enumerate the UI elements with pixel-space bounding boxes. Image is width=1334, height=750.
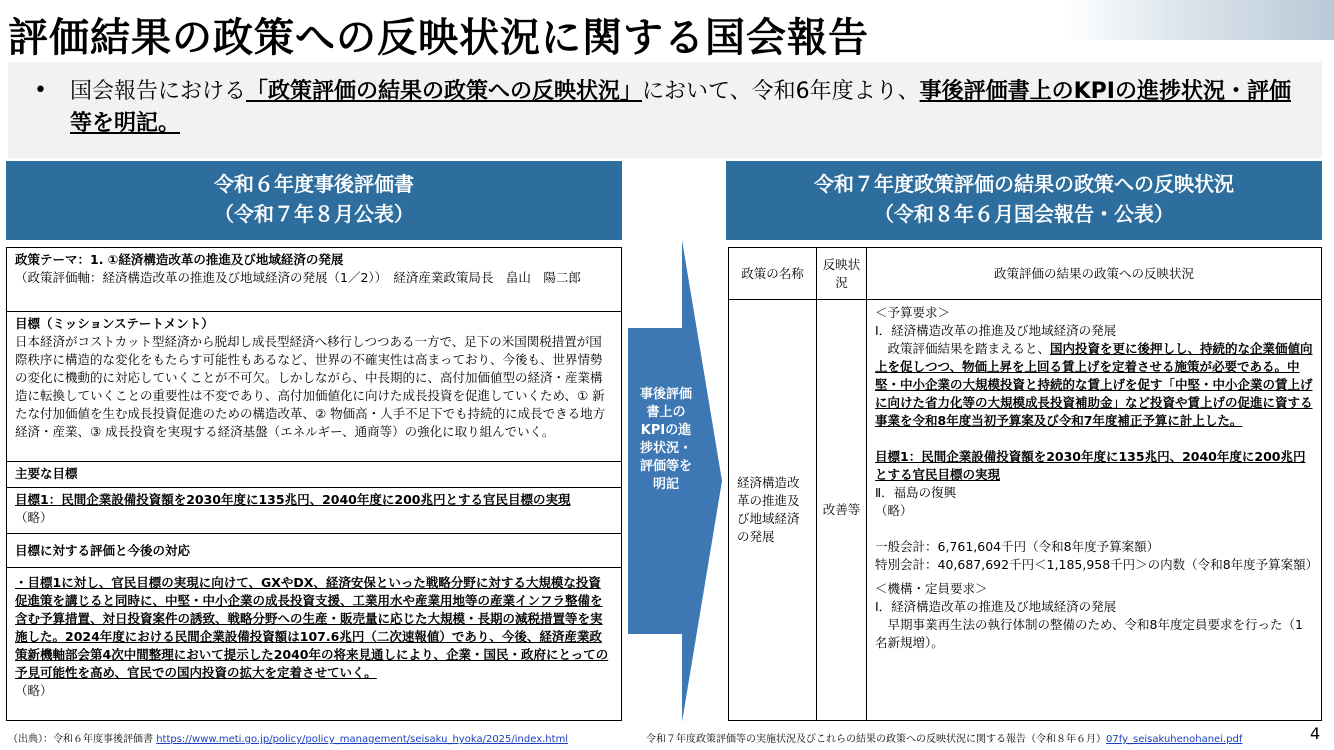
summary-emphasis2: 事後評価書上のKPIの進捗状況・評価等を明記。	[70, 79, 1291, 136]
spacer	[875, 520, 1313, 538]
budget-item2: Ⅱ．福島の復興	[875, 485, 957, 500]
special-account: 特別会計：40,687,692千円＜1,185,958千円＞の内数（令和8年度予算案額）	[875, 557, 1319, 572]
eval-note: （略）	[15, 683, 53, 698]
corner-decoration	[1062, 0, 1334, 40]
left-header-subtitle: （令和７年８月公表）	[214, 202, 414, 226]
source-left	[8, 730, 568, 745]
budget-body-intro: 政策評価結果を踏まえると、	[875, 341, 1051, 356]
left-header	[6, 161, 622, 240]
main-goals-section	[7, 462, 621, 488]
source-right-link[interactable]: 07fy_seisakuhenohanei.pdf	[1106, 734, 1243, 745]
arrow-label: 事後評価書上のKPIの進捗状況・評価等を明記	[639, 387, 692, 492]
goal1-note: （略）	[15, 510, 53, 525]
spacer	[875, 430, 1313, 448]
reflection-cell: 改善等	[817, 300, 867, 721]
summary-text	[70, 76, 1310, 140]
theme-subtitle: （政策評価軸：経済構造改革の推進及び地域経済の発展（1／2）） 経済産業政策局長 畠山 陽二郎	[15, 270, 581, 285]
summary-part1: 国会報告における	[70, 79, 247, 104]
col-reflection-detail: 政策評価の結果の政策への反映状況	[867, 248, 1322, 300]
mission-body: 日本経済がコストカット型経済から脱却し成長型経済へ移行しつつある一方で、足下の米国関税措置が国際秩序に構造的な変化をもたらす可能性もあるなど、世界の不確実性は高まっており、今後も、世界情勢の変化に機動的に対応していくことが不可欠。しかしながら、中長期的に、高付加価値型の経済・産業構造に転換していくことの重要性は不変であり、高付加価値化に向けた成長投資を促進していくため、① 新たな付加価値を生む成長投資促進のための構造改革、② 物価高・人手不足下でも持続的に成長できる地方経済・産業、③ 成長投資を実現する経済基盤（エネルギー、通商等）の強化に取り組んでいく。	[15, 334, 606, 439]
left-header-title: 令和６年度事後評価書	[214, 172, 414, 196]
budget-item2-note: （略）	[875, 503, 913, 518]
summary-bullet: •	[34, 78, 47, 103]
theme-section	[7, 248, 621, 312]
org-body: 早期事業再生法の執行体制の整備のため、令和8年度定員要求を行った（1名新規増）。	[875, 617, 1303, 650]
main-goals-title: 主要な目標	[15, 466, 78, 481]
reflection-detail-cell	[867, 300, 1322, 721]
budget-body	[875, 340, 1313, 430]
right-header-subtitle: （令和８年６月国会報告・公表）	[874, 202, 1174, 226]
reflection-table	[728, 247, 1322, 721]
eval-body: ・目標1に対し、官民目標の実現に向けて、GXやDX、経済安保といった戦略分野に対する大規模な投資促進策を講じると同時に、中堅・中小企業の成長投資支援、工業用水や産業用地等の産業インフラ整備を含む予算措置、対日投資案件の誘致、戦略分野への生産・販売量に応じた大規模・長期の減税措置等を実施した。2024年度における民間企業設備投資額は107.6兆円（二次速報値）であり、今後、経済産業政策新機軸部会第4次中間整理において提示した2040年の将来見通しにより、企業・国民・政府にとっての予見可能性を高め、官民での国内投資の拡大を定着させていく。	[15, 575, 609, 680]
source-right-label: 令和７年度政策評価等の実施状況及びこれらの結果の政策への反映状況に関する報告（令和８年６月）	[646, 734, 1106, 745]
right-goal1: 目標1：民間企業設備投資額を2030年度に135兆円、2040年度に200兆円とする官民目標の実現	[875, 449, 1306, 482]
right-header	[726, 161, 1322, 240]
org-heading: ＜機構・定員要求＞	[875, 581, 988, 596]
policy-name-cell: 経済構造改革の推進及び地域経済の発展	[729, 300, 817, 721]
general-account: 一般会計：6,761,604千円（令和8年度予算案額）	[875, 539, 1160, 554]
evaluation-document	[6, 247, 622, 721]
goal1-section	[7, 488, 621, 534]
eval-title: 目標に対する評価と今後の対応	[15, 543, 191, 558]
page-number: 4	[1310, 724, 1321, 743]
budget-heading: ＜予算要求＞	[875, 305, 951, 320]
table-header-row	[729, 248, 1322, 300]
col-policy-name: 政策の名称	[729, 248, 817, 300]
org-item: Ⅰ．経済構造改革の推進及び地域経済の発展	[875, 599, 1117, 614]
col-reflection: 反映状況	[817, 248, 867, 300]
mission-title: 目標（ミッションステートメント）	[15, 316, 214, 331]
summary-part2: において、令和6年度より、	[642, 79, 920, 104]
right-header-title: 令和７年度政策評価の結果の政策への反映状況	[814, 172, 1234, 196]
source-left-label: （出典）：令和６年度事後評価書	[8, 734, 153, 745]
mission-section	[7, 312, 621, 462]
source-left-link[interactable]: https://www.meti.go.jp/policy/policy_management/seisaku_hyoka/2025/index.html	[156, 734, 569, 745]
eval-title-section	[7, 534, 621, 568]
summary-box	[8, 62, 1322, 158]
summary-emphasis1: 「政策評価の結果の政策への反映状況」	[246, 79, 643, 104]
eval-body-section	[7, 568, 621, 720]
source-right	[646, 730, 1242, 745]
goal1-text: 目標1：民間企業設備投資額を2030年度に135兆円、2040年度に200兆円とする官民目標の実現	[15, 492, 571, 507]
budget-body-emphasis: 国内投資を更に後押しし、持続的な企業価値向上を促しつつ、物価上昇を上回る賃上げを定着させる施策が必要である。中堅・中小企業の大規模投資と持続的な賃上げを促す「中堅・中小企業の賃上げに向けた省力化等の大規模成長投資補助金」など投資や賃上げの促進に資する事業を令和8年度当初予算案及び令和7年度補正予算に計上した。	[875, 341, 1313, 428]
budget-item1: Ⅰ．経済構造改革の推進及び地域経済の発展	[875, 323, 1117, 338]
page-title: 評価結果の政策への反映状況に関する国会報告	[8, 15, 869, 61]
theme-title: 政策テーマ：1. ①経済構造改革の推進及び地域経済の発展	[15, 252, 344, 267]
table-row	[729, 300, 1322, 721]
